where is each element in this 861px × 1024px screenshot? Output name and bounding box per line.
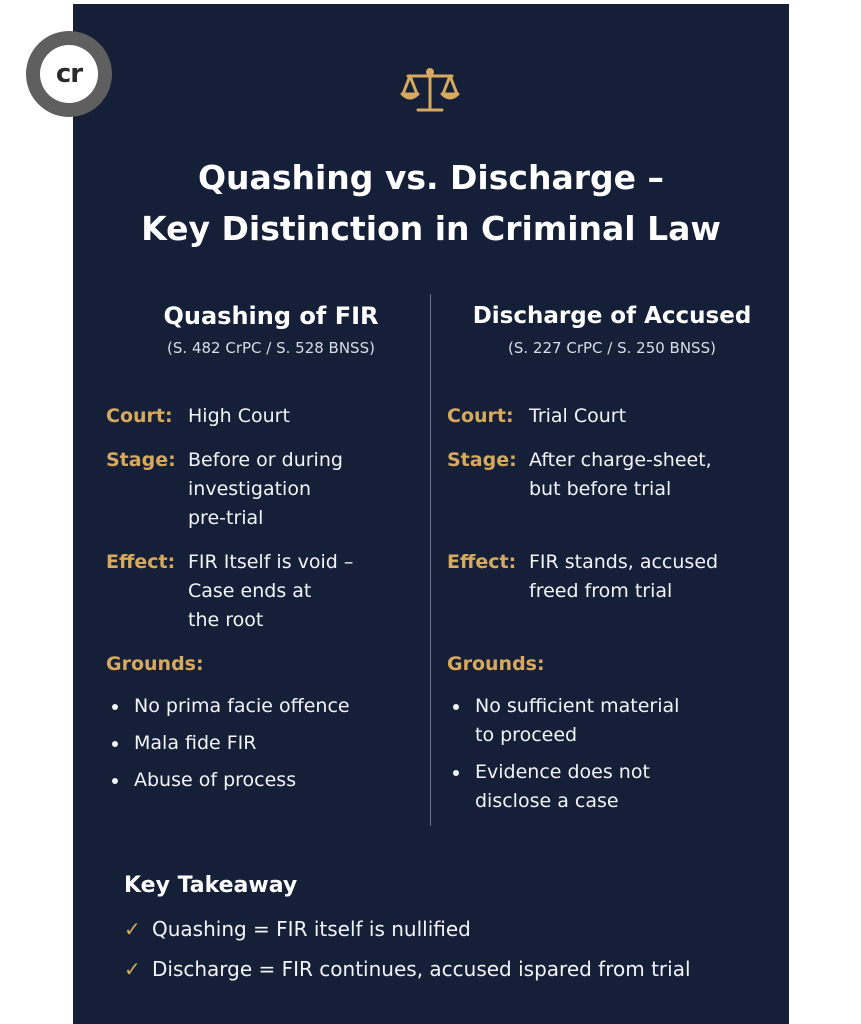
discharge-grounds-list: [453, 692, 773, 824]
list-item: Mala fide FIR: [112, 729, 432, 758]
effect-label: Effect:: [447, 551, 517, 573]
takeaway-item: [124, 914, 471, 944]
takeaway-heading: Key Takeaway: [124, 873, 298, 898]
list-item: [453, 692, 773, 750]
balance-scale-icon: [400, 66, 460, 116]
takeaway-text: Discharge = FIR continues, accused ispared from trial: [152, 957, 691, 981]
quashing-grounds-list: [112, 692, 432, 803]
cr-logo: [26, 31, 112, 117]
stage-line: investigation: [188, 478, 311, 500]
takeaway-text: Quashing = FIR itself is nullified: [152, 917, 471, 941]
grounds-label: Grounds:: [106, 653, 204, 675]
grounds-label: Grounds:: [447, 653, 545, 675]
stage-line: pre-trial: [188, 507, 264, 529]
stage-label: Stage:: [106, 449, 176, 471]
stage-line: Before or during: [188, 449, 343, 471]
ground-line: No sufficient material: [475, 695, 680, 717]
stage-value: [188, 446, 438, 533]
effect-label: Effect:: [106, 551, 176, 573]
effect-value: [529, 548, 779, 606]
ground-line: disclose a case: [475, 790, 619, 812]
list-item: [453, 758, 773, 816]
court-label: Court:: [447, 405, 514, 427]
list-item: No prima facie offence: [112, 692, 432, 721]
court-label: Court:: [106, 405, 173, 427]
effect-value: [188, 548, 438, 635]
check-icon: ✓: [124, 957, 141, 981]
discharge-column: [447, 300, 777, 812]
effect-line: FIR stands, accused: [529, 551, 719, 573]
ground-line: to proceed: [475, 724, 578, 746]
stage-label: Stage:: [447, 449, 517, 471]
discharge-sections: (S. 227 CrPC / S. 250 BNSS): [508, 339, 716, 357]
takeaway-item: [124, 954, 691, 984]
cr-logo-text: cr: [40, 45, 98, 103]
title-line-2: Key Distinction in Criminal Law: [141, 209, 721, 248]
discharge-heading: Discharge of Accused: [472, 303, 752, 329]
court-value: Trial Court: [529, 405, 627, 427]
effect-line: FIR Itself is void –: [188, 551, 354, 573]
ground-line: Evidence does not: [475, 761, 650, 783]
stage-line: but before trial: [529, 478, 672, 500]
effect-line: the root: [188, 609, 264, 631]
quashing-heading: Quashing of FIR: [163, 302, 379, 330]
effect-line: freed from trial: [529, 580, 673, 602]
quashing-sections: (S. 482 CrPC / S. 528 BNSS): [167, 339, 375, 357]
effect-line: Case ends at: [188, 580, 312, 602]
stage-value: [529, 446, 779, 504]
page-title: [73, 152, 789, 254]
quashing-column: [106, 300, 436, 791]
check-icon: ✓: [124, 917, 141, 941]
list-item: Abuse of process: [112, 766, 432, 795]
title-line-1: Quashing vs. Discharge –: [198, 158, 664, 197]
court-value: High Court: [188, 405, 290, 427]
infographic-card: [73, 4, 789, 1024]
stage-line: After charge-sheet,: [529, 449, 712, 471]
